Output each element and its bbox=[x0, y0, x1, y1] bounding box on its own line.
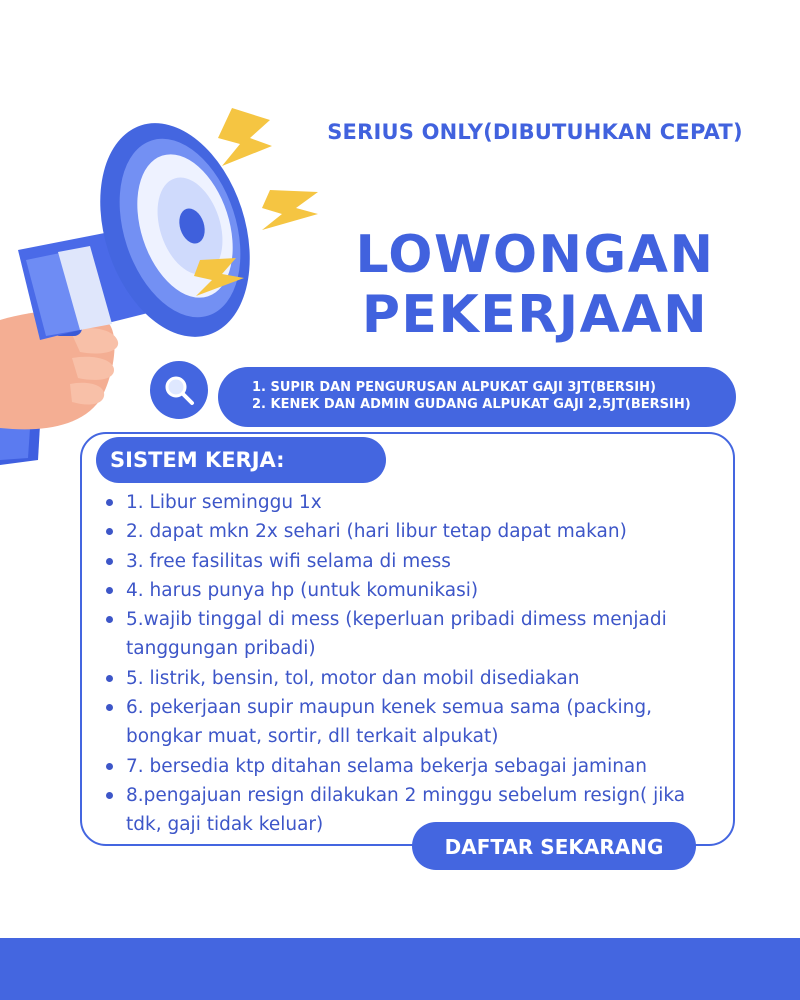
register-button[interactable]: DAFTAR SEKARANG bbox=[412, 822, 696, 870]
search-icon bbox=[163, 374, 195, 406]
rule-text: 4. harus punya hp (untuk komunikasi) bbox=[126, 579, 479, 601]
bullet bbox=[106, 704, 113, 711]
list-item bbox=[104, 547, 724, 576]
list-item bbox=[104, 664, 724, 693]
position-item: 1. SUPIR DAN PENGURUSAN ALPUKAT GAJI 3JT(BERSIH) bbox=[252, 380, 656, 395]
page-title bbox=[300, 225, 770, 345]
list-item bbox=[104, 488, 724, 517]
bullet bbox=[106, 558, 113, 565]
rule-text: 3. free fasilitas wifi selama di mess bbox=[126, 550, 451, 572]
bullet bbox=[106, 528, 113, 535]
tagline: SERIUS ONLY(DIBUTUHKAN CEPAT) bbox=[327, 120, 743, 144]
rule-text: 8.pengajuan resign dilakukan 2 minggu sebelum resign( jika tdk, gaji tidak keluar) bbox=[126, 784, 686, 836]
footer-bar bbox=[0, 938, 800, 1000]
title-line-2: PEKERJAAN bbox=[361, 285, 709, 345]
bullet bbox=[106, 675, 113, 682]
title-line-1: LOWONGAN bbox=[355, 225, 715, 285]
list-item bbox=[104, 576, 724, 605]
system-label: SISTEM KERJA: bbox=[96, 437, 386, 483]
bullet bbox=[106, 763, 113, 770]
rule-text: 5.wajib tinggal di mess (keperluan pribadi dimess menjadi tanggungan pribadi) bbox=[126, 609, 667, 660]
bullet bbox=[106, 792, 113, 799]
rule-text: 2. dapat mkn 2x sehari (hari libur tetap dapat makan) bbox=[126, 521, 627, 543]
positions-banner bbox=[218, 367, 736, 427]
rule-text: 1. Libur seminggu 1x bbox=[126, 492, 322, 513]
search-badge bbox=[150, 361, 208, 419]
bullet bbox=[106, 587, 113, 594]
rule-text: 6. pekerjaan supir maupun kenek semua sama (packing, bongkar muat, sortir, dll terkait alpukat) bbox=[126, 697, 653, 748]
list-item bbox=[104, 605, 724, 664]
bullet bbox=[106, 616, 113, 623]
rule-text: 7. bersedia ktp ditahan selama bekerja sebagai jaminan bbox=[126, 755, 647, 777]
bullet bbox=[106, 499, 113, 506]
rule-text: 5. listrik, bensin, tol, motor dan mobil disediakan bbox=[126, 667, 580, 689]
position-item: 2. KENEK DAN ADMIN GUDANG ALPUKAT GAJI 2,5JT(BERSIH) bbox=[252, 397, 691, 412]
list-item bbox=[104, 517, 724, 546]
list-item bbox=[104, 752, 724, 781]
list-item bbox=[104, 693, 724, 752]
rules-list bbox=[104, 488, 724, 840]
